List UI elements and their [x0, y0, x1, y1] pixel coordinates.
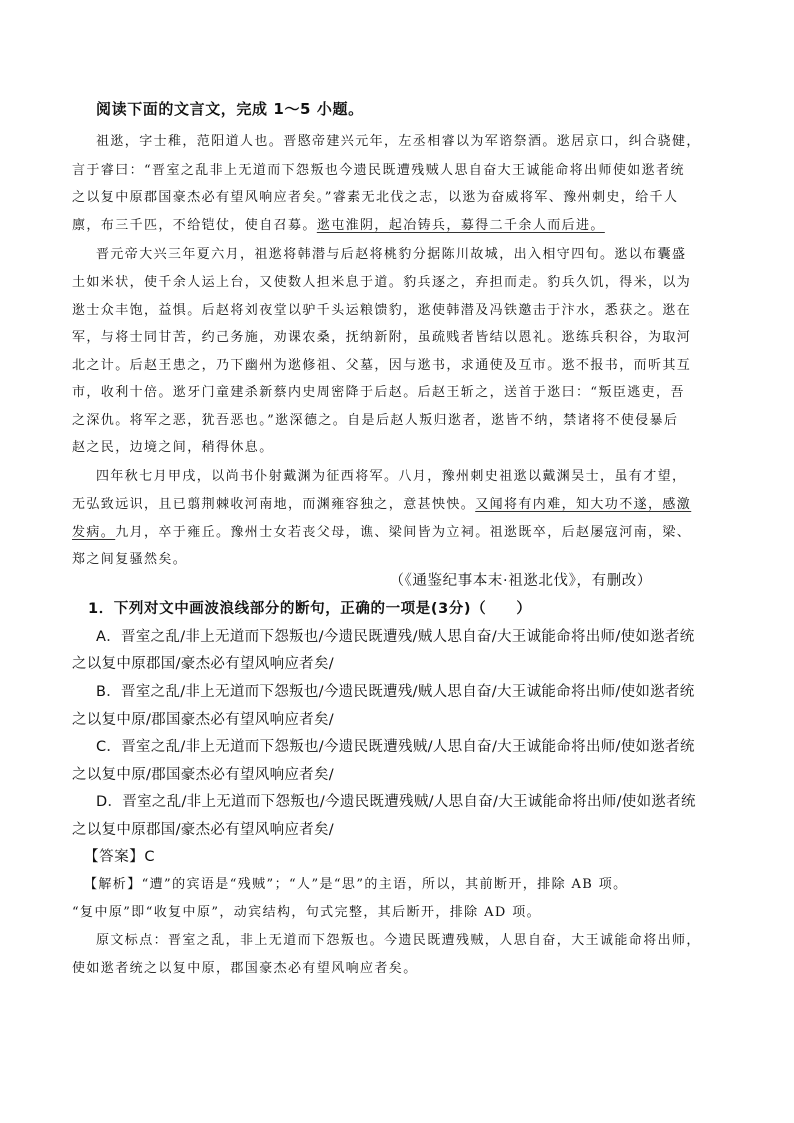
- option-a-line2: 之以复中原郡国/豪杰必有望风响应者矣/: [72, 656, 334, 672]
- passage-p1-line4: 廪，布三千匹，不给铠仗，使自召募。逖屯淮阴，起冶铸兵，募得二千余人而后进。: [72, 218, 605, 233]
- option-c-line1: C．晋室之乱/非上无道而下怨叛也/今遗民既遭残贼/人思自奋/大王诚能命将出师/使如逖者统: [96, 739, 695, 755]
- answer-value: C: [144, 849, 156, 865]
- underlined-sentence: 又闻将有内难，知大功不遂，感激: [475, 497, 692, 512]
- passage-p3-line1: 四年秋七月甲戌，以尚书仆射戴渊为征西将军。八月，豫州刺史祖逖以戴渊吴士，虽有才望，: [96, 469, 687, 484]
- analysis-label: 【解析】: [84, 877, 142, 892]
- passage-p1-line1: 祖逖，字士稚，范阳道人也。晋愍帝建兴元年，左丞相睿以为军谘祭酒。逖居京口，纠合骁健，: [96, 134, 701, 149]
- passage-p2-line4: 军，与将士同甘苦，约己务施，劝课农桑，抚纳新附，虽疏贱者皆结以恩礼。逖练兵积谷，为取河: [72, 330, 692, 345]
- passage-p2-line1: 晋元帝大兴三年夏六月，祖逖将韩潜与后赵将桃豹分据陈川故城，出入相守四旬。逖以布囊盛: [96, 247, 687, 262]
- option-d-line1: D．晋室之乱/非上无道而下怨叛也/今遗民既遭残贼/人思自奋/大王诚能命将出师/使如逖者统: [96, 794, 696, 810]
- passage-p2-line6: 市，收利十倍。逖牙门童建杀新蔡内史周密降于后赵。后赵王斩之，送首于逖曰：“叛臣逃吏，吾: [72, 385, 685, 400]
- underlined-sentence: 发病。: [72, 525, 116, 540]
- underlined-sentence: 逖屯淮阴，起冶铸兵，募得二千余人而后进。: [316, 218, 605, 233]
- option-d-line2: 之以复中原郡国/豪杰必有望风响应者矣/: [72, 822, 334, 838]
- passage-p2-line5: 北之计。后赵王患之，乃下幽州为逖修祖、父墓，因与逖书，求通使及互市。逖不报书，而听其互: [72, 358, 692, 373]
- passage-p2-line2: 土如米状，使千余人运上台，又使数人担米息于道。豹兵逐之，弃担而走。豹兵久饥，得米，以为: [72, 275, 692, 290]
- passage-p1-line2: 言于睿曰：“晋室之乱非上无道而下怨叛也今遗民既遭残贼人思自奋大王诚能命将出师使如逖者统: [72, 163, 685, 178]
- option-b-line2: 之以复中原/郡国豪杰必有望风响应者矣/: [72, 712, 334, 728]
- option-b-line1: B．晋室之乱/非上无道而下怨叛也/今遗民既遭残/贼人思自奋/大王诚能命将出师/使如逖者统: [96, 684, 695, 700]
- option-a-line1: A．晋室之乱/非上无道而下怨叛也/今遗民既遭残/贼人思自奋/大王诚能命将出师/使如逖者统: [96, 629, 695, 645]
- analysis-line1: 【解析】“遭”的宾语是“残贼”；“人”是“思”的主语，所以，其前断开，排除 AB 项。: [84, 877, 628, 892]
- passage-p2-line7: 之深仇。将军之恶，犹吾恶也。”逖深德之。自是后赵人叛归逖者，逖皆不纳，禁诸将不使侵暴后: [72, 413, 679, 428]
- passage-p2-line8: 赵之民，边境之间，稍得休息。: [72, 440, 274, 455]
- wavy-underlined-text: 之以复中原郡国豪杰必有望风响应者矣。: [72, 190, 325, 205]
- punctuation-line1: 原文标点：晋室之乱，非上无道而下怨叛也。今遗民既遭残贼，人思自奋，大王诚能命将出师，: [96, 933, 701, 948]
- passage-source: （《通鉴纪事本末·祖逖北伐》，有删改）: [389, 573, 652, 589]
- wavy-underlined-text: “晋室之乱非上无道而下怨叛也今遗民既遭残贼人思自奋大王诚能命将出师使如逖者统: [144, 163, 685, 178]
- punctuation-line2: 使如逖者统之以复中原，郡国豪杰必有望风响应者矣。: [72, 961, 418, 976]
- answer-line: [84, 845, 736, 866]
- analysis-line2: “复中原”即“收复中原”，动宾结构，句式完整，其后断开，排除 AD 项。: [72, 905, 542, 920]
- passage-p2-line3: 逖士众丰饱，益惧。后赵将刘夜堂以驴千头运粮馈豹，逖使韩潜及冯铁邀击于汴水，悉获之。逖在: [72, 303, 692, 318]
- passage-p1-line3: 之以复中原郡国豪杰必有望风响应者矣。”睿素无北伐之志，以逖为奋威将军、豫州刺史，给千人: [72, 190, 679, 205]
- passage-p3-line2: 无弘致远识，且已翦荆棘收河南地，而渊雍容独之，意甚怏怏。又闻将有内难，知大功不遂，感激: [72, 497, 692, 512]
- passage-p3-line4: 郑之间复骚然矣。: [72, 552, 188, 567]
- option-c-line2: 之以复中原/郡国豪杰必有望风响应者矣/: [72, 767, 334, 783]
- reading-instruction: 阅读下面的文言文，完成 1～5 小题。: [96, 100, 364, 118]
- question-1-stem: 1．下列对文中画波浪线部分的断句，正确的一项是(3分)（ ）: [88, 601, 532, 617]
- answer-label: 【答案】: [84, 849, 145, 865]
- passage-p3-line3: 发病。九月，卒于雍丘。豫州士女若丧父母，谯、梁间皆为立祠。祖逖既卒，后赵屡寇河南，梁、: [72, 525, 692, 540]
